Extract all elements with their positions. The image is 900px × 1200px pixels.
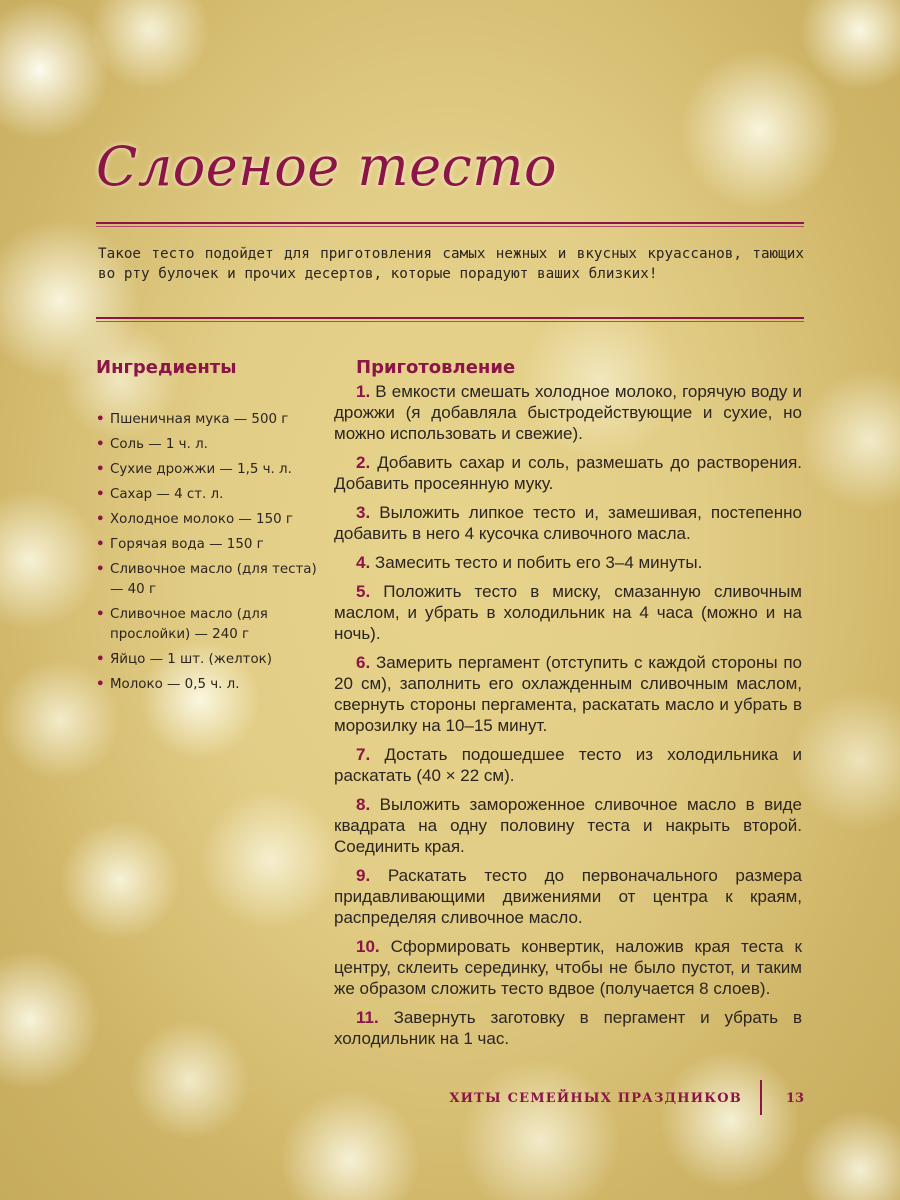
step-item: 5. Положить тесто в миску, смазанную сливочным маслом, и убрать в холодильник на 4 часа (можно и на ночь). [334, 582, 802, 643]
title-divider [96, 222, 804, 228]
step-item: 10. Сформировать конвертик, наложив края теста к центру, склеить серединку, чтобы не было пустот, и таким же образом сложить тесто вдвое (получается 8 слоев). [334, 937, 802, 998]
intro-text: Такое тесто подойдет для приготовления самых нежных и вкусных круассанов, тающих во рту булочек и прочих десертов, которые порадуют ваших близких! [98, 246, 804, 282]
footer-section-title: ХИТЫ СЕМЕЙНЫХ ПРАЗДНИКОВ [449, 1091, 742, 1106]
step-item: 3. Выложить липкое тесто и, замешивая, постепенно добавить в него 4 кусочка сливочного масла. [334, 503, 802, 543]
step-item: 8. Выложить замороженное сливочное масло в виде квадрата на одну половину теста и накрыть второй. Соединить края. [334, 795, 802, 856]
step-item: 2. Добавить сахар и соль, размешать до растворения. Добавить просеянную муку. [334, 453, 802, 493]
page-number: 13 [786, 1091, 805, 1106]
ingredient-item: • Яйцо — 1 шт. (желток) [96, 652, 272, 667]
ingredient-item: • Холодное молоко — 150 г [96, 512, 293, 527]
intro-divider [96, 317, 804, 323]
ingredient-item: • Молоко — 0,5 ч. л. [96, 677, 240, 692]
preparation-steps [334, 381, 802, 1057]
step-item: 11. Завернуть заготовку в пергамент и убрать в холодильник на 1 час. [334, 1008, 802, 1048]
step-item: 4. Замесить тесто и побить его 3–4 минуты. [356, 553, 703, 572]
step-item: 9. Раскатать тесто до первоначального размера придавливающими движениями от центра к краям, распределяя сливочное масло. [334, 866, 802, 927]
recipe-title: Слоеное тесто [96, 135, 557, 198]
ingredients-list [96, 410, 326, 700]
ingredient-item: • Сливочное масло (для прослойки) — 240 г [96, 607, 268, 642]
ingredient-item: • Сухие дрожжи — 1,5 ч. л. [96, 462, 292, 477]
step-item: 6. Замерить пергамент (отступить с каждой стороны по 20 см), заполнить его охлажденным сливочным маслом, свернуть стороны пергамента, раскатать масло и убрать в морозилку на 10–15 минут. [334, 653, 802, 735]
ingredient-item: • Горячая вода — 150 г [96, 537, 264, 552]
preparation-heading: Приготовление [356, 357, 516, 378]
ingredient-item: • Соль — 1 ч. л. [96, 437, 208, 452]
ingredients-heading: Ингредиенты [96, 357, 237, 378]
footer-divider [760, 1080, 762, 1115]
step-item: 1. В емкости смешать холодное молоко, горячую воду и дрожжи (я добавляла быстродействующие и сухие, но можно использовать и свежие). [334, 382, 802, 443]
ingredient-item: • Пшеничная мука — 500 г [96, 412, 289, 427]
ingredient-item: • Сливочное масло (для теста) — 40 г [96, 562, 317, 597]
ingredient-item: • Сахар — 4 ст. л. [96, 487, 224, 502]
step-item: 7. Достать подошедшее тесто из холодильника и раскатать (40 × 22 см). [334, 745, 802, 785]
